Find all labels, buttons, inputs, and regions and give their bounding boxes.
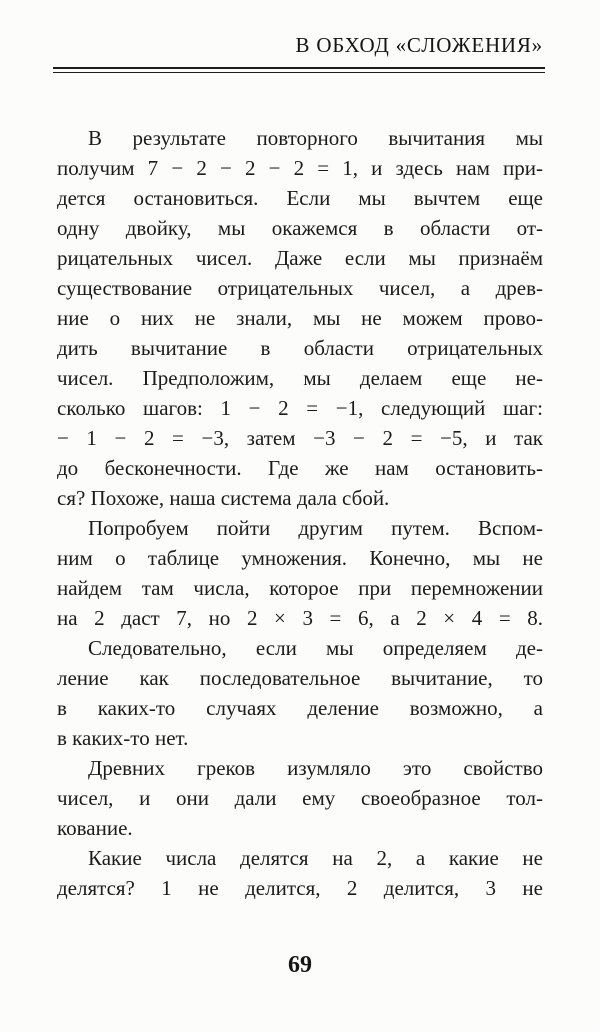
text-line: Следовательно, если мы определяем де- xyxy=(88,636,543,660)
text-line: на 2 даст 7, но 2 × 3 = 6, а 2 × 4 = 8. xyxy=(57,606,543,630)
page-number: 69 xyxy=(288,952,312,978)
text-line: в каких-то случаях деление возможно, а xyxy=(57,696,543,720)
header-divider-rule xyxy=(53,67,545,73)
text-line: делятся? 1 не делится, 2 делится, 3 не xyxy=(57,876,543,900)
page-body xyxy=(57,123,543,903)
text-line: ление как последовательное вычитание, то xyxy=(57,666,543,690)
text-line: дить вычитание в области отрицательных xyxy=(57,336,543,360)
running-header-title: В ОБХОД «СЛОЖЕНИЯ» xyxy=(295,33,543,57)
text-line: ние о них не знали, мы не можем прово- xyxy=(57,306,543,330)
text-line: Древних греков изумляло это свойство xyxy=(88,756,543,780)
text-line: ним о таблице умножения. Конечно, мы не xyxy=(57,546,543,570)
text-line: Попробуем пойти другим путем. Вспом- xyxy=(88,516,543,540)
text-line: чисел. Предположим, мы делаем еще не- xyxy=(57,366,543,390)
text-line: в каких-то нет. xyxy=(57,726,189,750)
text-line: чисел, и они дали ему своеобразное тол- xyxy=(57,786,543,810)
text-line: рицательных чисел. Даже если мы признаём xyxy=(57,246,543,270)
text-line: Какие числа делятся на 2, а какие не xyxy=(88,846,543,870)
text-line: получим 7 − 2 − 2 − 2 = 1, и здесь нам при- xyxy=(57,156,543,180)
text-line: сколько шагов: 1 − 2 = −1, следующий шаг: xyxy=(57,396,543,420)
text-line: дется остановиться. Если мы вычтем еще xyxy=(57,186,543,210)
text-line: до бесконечности. Где же нам остановить- xyxy=(57,456,543,480)
text-line: найдем там числа, которое при перемножении xyxy=(57,576,543,600)
text-line: ся? Похоже, наша система дала сбой. xyxy=(57,486,390,510)
text-line: одну двойку, мы окажемся в области от- xyxy=(57,216,543,240)
text-line: В результате повторного вычитания мы xyxy=(88,126,543,150)
text-line: − 1 − 2 = −3, затем −3 − 2 = −5, и так xyxy=(57,426,543,450)
text-line: существование отрицательных чисел, а древ- xyxy=(57,276,543,300)
text-line: кование. xyxy=(57,816,133,840)
